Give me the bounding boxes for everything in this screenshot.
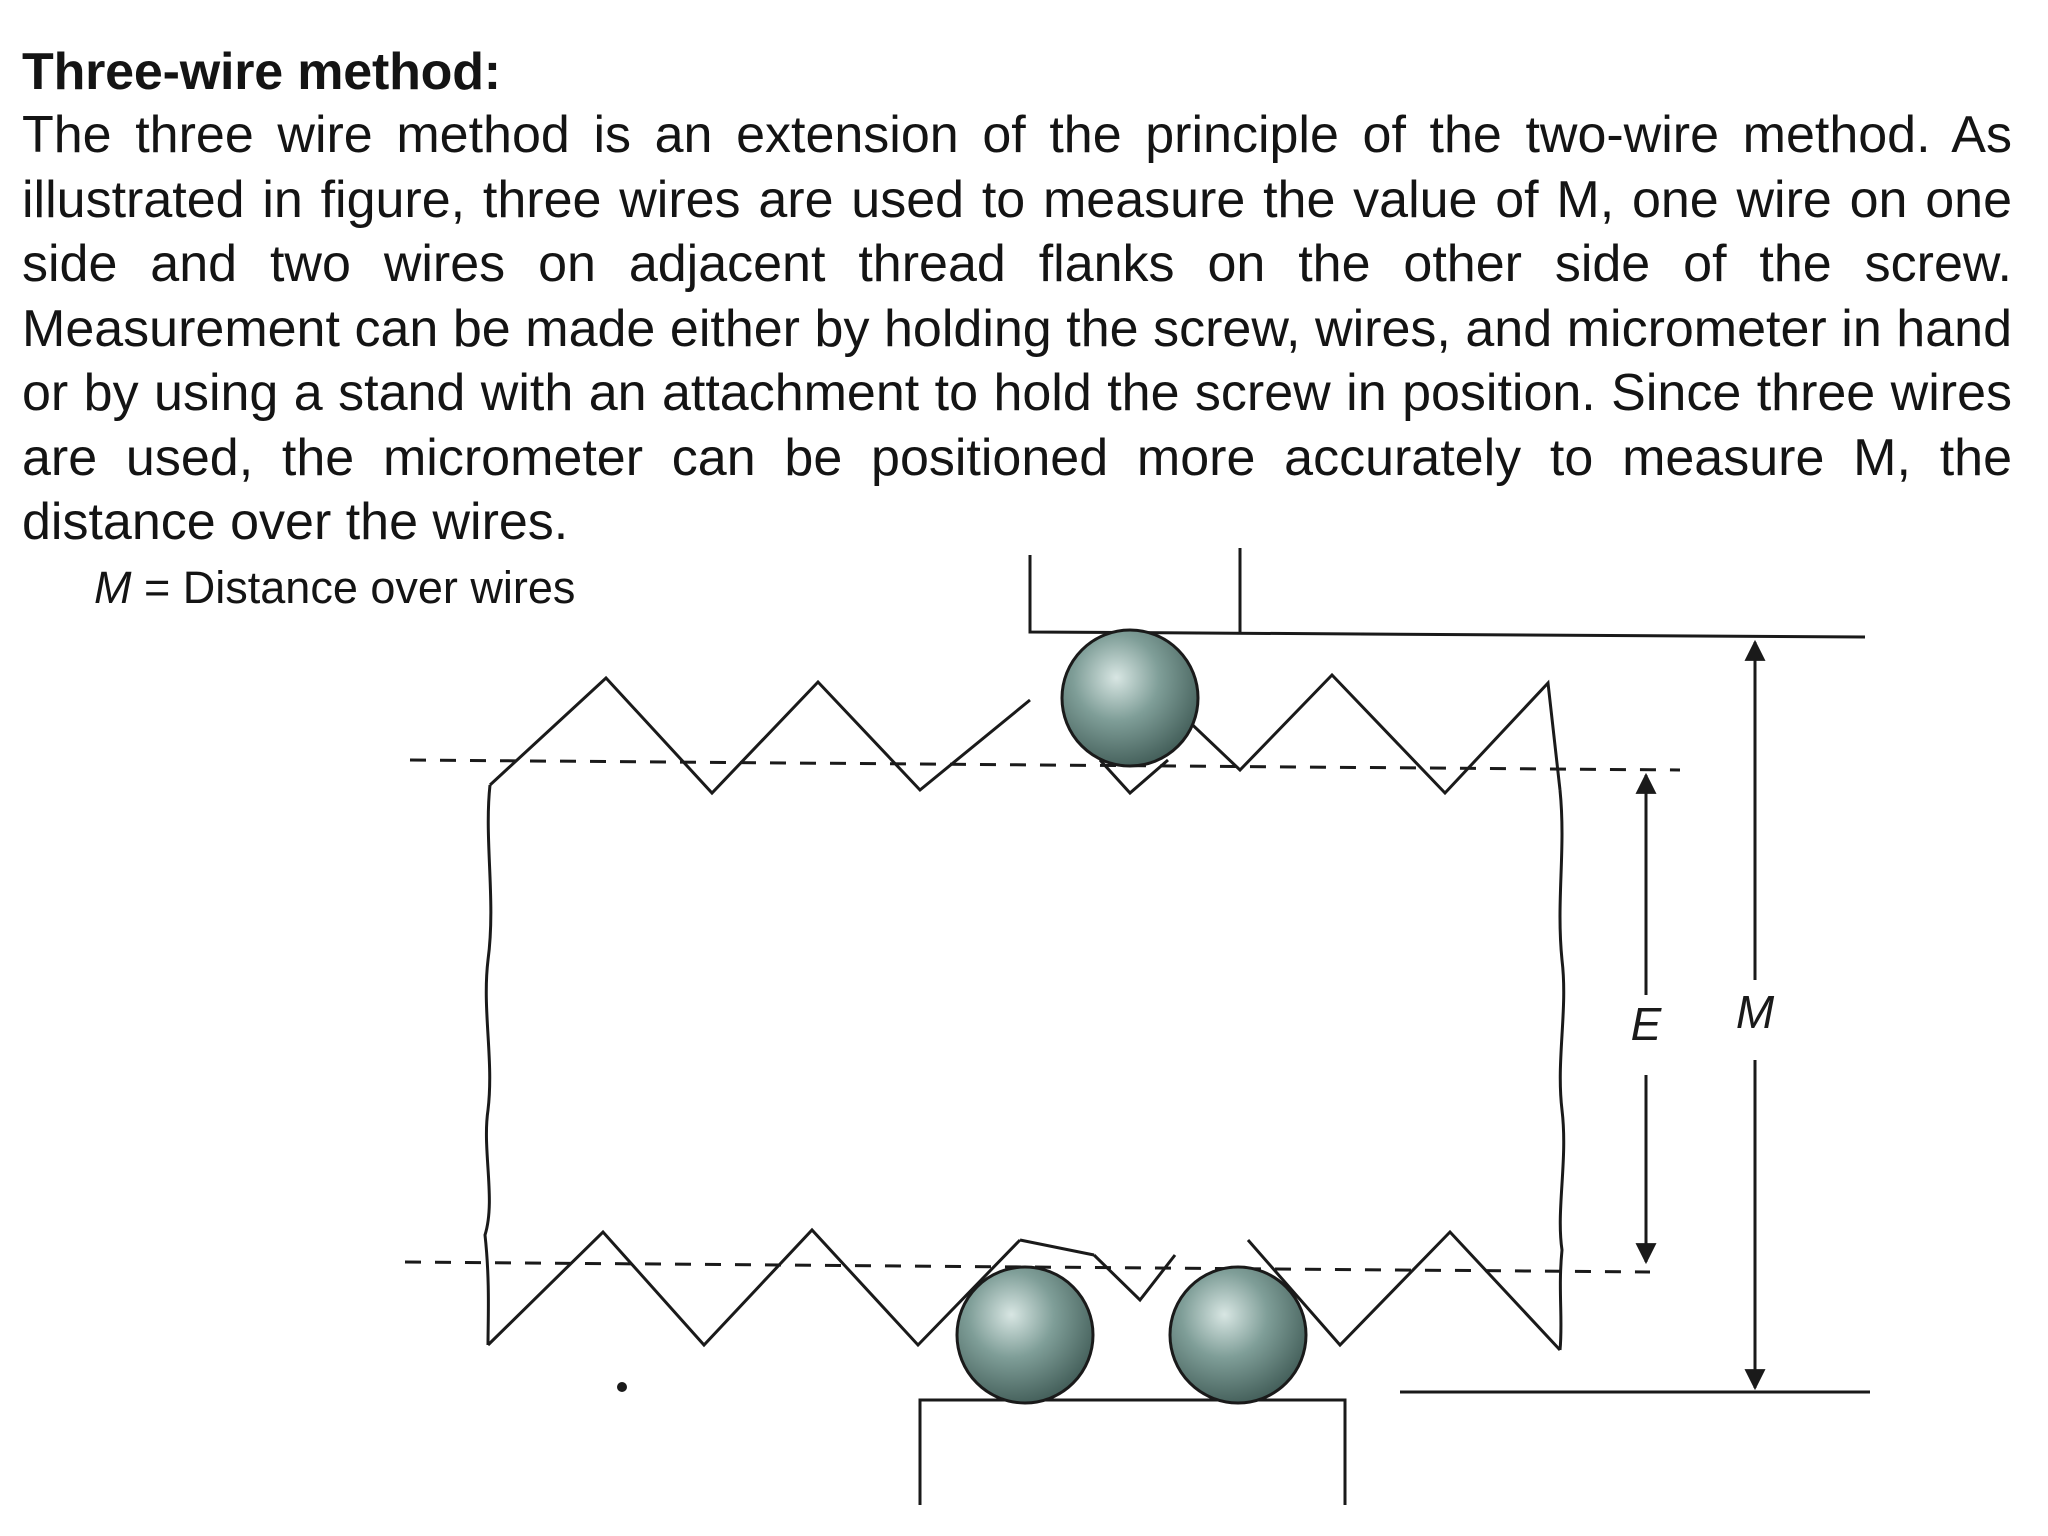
- bottom-wire-right: [1170, 1267, 1306, 1403]
- stray-dot: [617, 1382, 627, 1392]
- caption-symbol: M: [94, 562, 132, 613]
- section-heading: Three-wire method:: [22, 43, 501, 101]
- screw-left-edge: [485, 785, 491, 1345]
- caption-text: = Distance over wires: [131, 562, 576, 613]
- top-anvil: [1030, 555, 1865, 637]
- upper-pitch-line: [410, 760, 1680, 770]
- bottom-wire-left: [957, 1267, 1093, 1403]
- lower-thread-valley: [1020, 1240, 1094, 1255]
- screw-right-edge: [1560, 790, 1564, 1350]
- bottom-anvil: [920, 1400, 1345, 1505]
- top-wire: [1062, 630, 1198, 766]
- body-paragraph: The three wire method is an extension of the principle of the two-wire method. As illustrated in figure, three wires are used to measure the value of M, one wire on one side and two wires on adjacent thread flanks on the other side of the screw. Measurement can be made either by holding the screw, wires, and micrometer in hand or by using a stand with an attachment to hold the screw in position. Since three wires are used, the micrometer can be positioned more accurately to measure M, the distance over the wires.: [22, 106, 2012, 551]
- upper-thread-profile: [490, 675, 1560, 793]
- label-e: E: [1630, 998, 1662, 1050]
- label-m: M: [1735, 986, 1775, 1038]
